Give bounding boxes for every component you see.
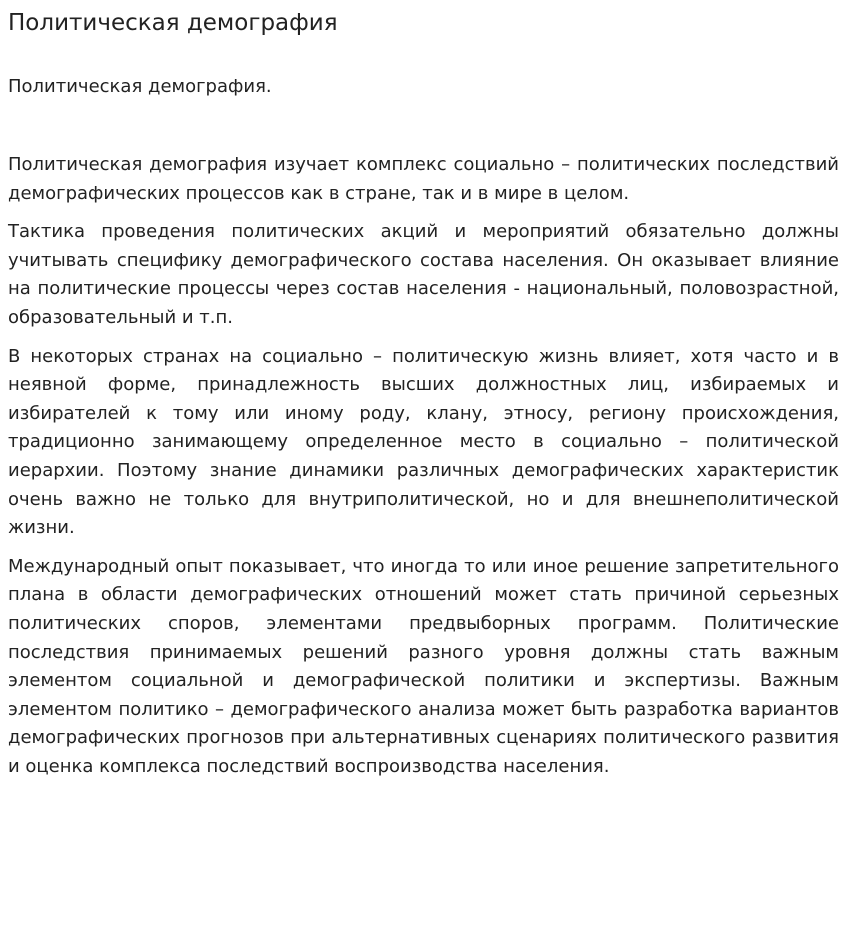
paragraph-1: Политическая демография изучает комплекс социально – политических последствий демографических процессов как в стране, так и в мире в целом.	[8, 154, 839, 204]
document-page	[0, 9, 847, 781]
paragraph-3: В некоторых странах на социально – политическую жизнь влияет, хотя часто и в неявной форме, принадлежность высших должностных лиц, избираемых и избирателей к тому или иному роду, клану, этносу, региону происхождения, традиционно занимающему определенное место в социально – политической иерархии. Поэтому знание динамики различных демографических характеристик очень важно не только для внутриполитической, но и для внешнеполитической жизни.	[8, 345, 839, 539]
document-subtitle: Политическая демография.	[8, 76, 272, 97]
paragraph-2: Тактика проведения политических акций и мероприятий обязательно должны учитывать специфику демографического состава населения. Он оказывает влияние на политические процессы через состав населения - национальный, половозрастной, образовательный и т.п.	[8, 221, 839, 328]
page-title: Политическая демография	[8, 10, 338, 36]
paragraph-4: Международный опыт показывает, что иногда то или иное решение запретительного плана в области демографических отношений может стать причиной серьезных политических споров, элементами предвыборных программ. Политические последствия принимаемых решений разного уровня должны стать важным элементом социальной и демографической политики и экспертизы. Важным элементом политико – демографического анализа может быть разработка вариантов демографических прогнозов при альтернативных сценариях политического развития и оценка комплекса последствий воспроизводства населения.	[8, 555, 839, 777]
